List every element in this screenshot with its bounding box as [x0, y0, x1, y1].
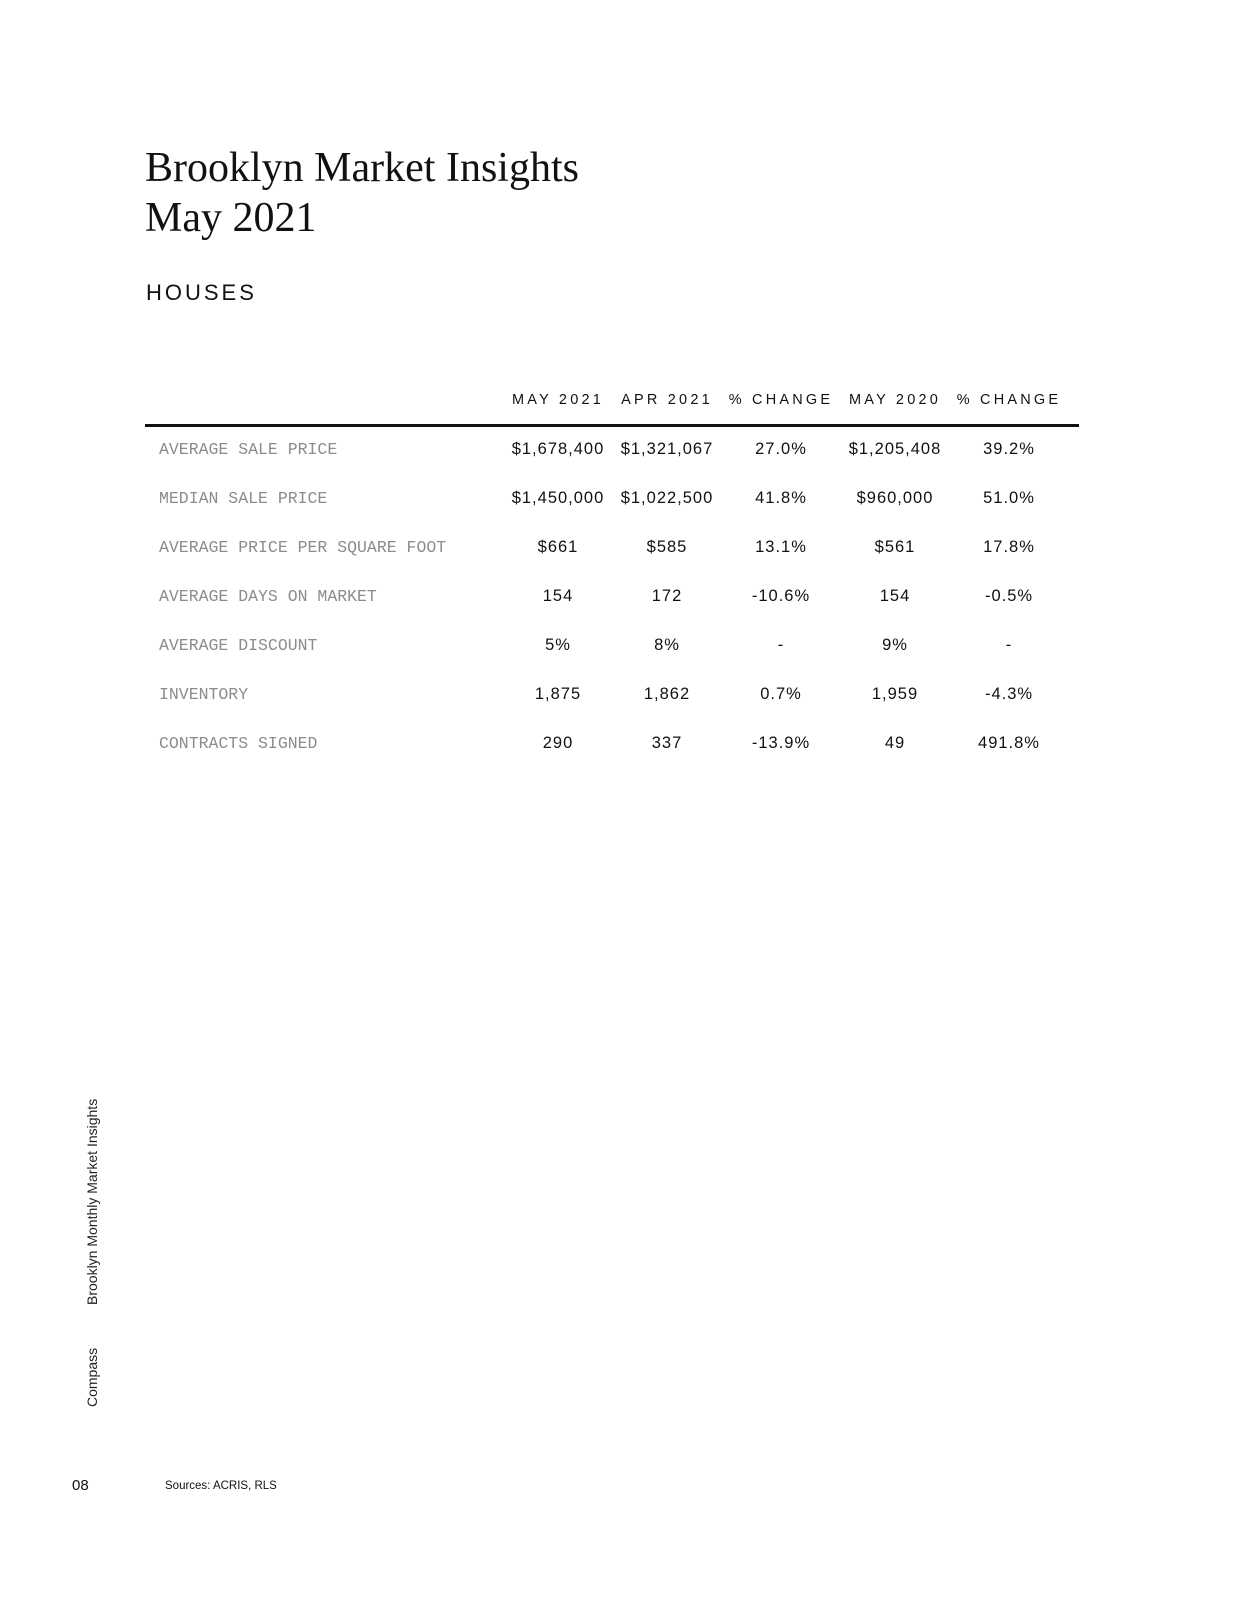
table-cell: 172 [651, 587, 683, 605]
table-cell: 13.1% [755, 538, 807, 556]
table-cell: $1,321,067 [620, 440, 714, 458]
sidebar-brand: Compass [84, 1347, 100, 1407]
table-cell: $1,022,500 [620, 489, 714, 507]
table-row [0, 440, 1236, 464]
row-label: AVERAGE DAYS ON MARKET [159, 587, 377, 606]
sidebar-report-name: Brooklyn Monthly Market Insights [84, 1098, 100, 1305]
table-cell: 337 [651, 734, 683, 752]
table-cell: 1,862 [643, 685, 691, 703]
column-header-may-2021: MAY 2021 [512, 392, 604, 408]
table-cell: 154 [542, 587, 574, 605]
table-cell: $661 [537, 538, 579, 556]
table-row [0, 587, 1236, 611]
column-header-change-monthly: % CHANGE [728, 392, 834, 408]
column-header-apr-2021: APR 2021 [621, 392, 713, 408]
table-cell: 290 [542, 734, 574, 752]
table-cell: $585 [646, 538, 688, 556]
table-cell: 9% [882, 636, 908, 654]
table-cell: 1,875 [534, 685, 582, 703]
title-line-2: May 2021 [145, 195, 317, 241]
table-cell: 8% [654, 636, 680, 654]
table-cell: 49 [884, 734, 906, 752]
table-cell: $561 [874, 538, 916, 556]
table-cell: 41.8% [755, 489, 807, 507]
table-cell: -13.9% [751, 734, 811, 752]
row-label: AVERAGE SALE PRICE [159, 440, 338, 459]
table-cell: 27.0% [755, 440, 807, 458]
table-row [0, 636, 1236, 660]
table-cell: $1,450,000 [511, 489, 605, 507]
sources-note: Sources: ACRIS, RLS [165, 1480, 277, 1492]
row-label: AVERAGE PRICE PER SQUARE FOOT [159, 538, 447, 557]
table-header-divider [145, 424, 1079, 427]
table-cell: -0.5% [984, 587, 1034, 605]
row-label: MEDIAN SALE PRICE [159, 489, 328, 508]
table-cell: - [1005, 636, 1013, 654]
table-row [0, 489, 1236, 513]
title-line-1: Brooklyn Market Insights [145, 145, 579, 191]
table-cell: $960,000 [856, 489, 934, 507]
table-cell: 491.8% [978, 734, 1040, 752]
row-label: INVENTORY [159, 685, 249, 704]
page-title [145, 143, 579, 243]
row-label: AVERAGE DISCOUNT [159, 636, 318, 655]
table-cell: 17.8% [983, 538, 1035, 556]
table-cell: 5% [545, 636, 571, 654]
table-row [0, 734, 1236, 758]
table-cell: 39.2% [983, 440, 1035, 458]
table-cell: 51.0% [983, 489, 1035, 507]
table-cell: 1,959 [871, 685, 919, 703]
table-row [0, 538, 1236, 562]
table-cell: $1,205,408 [848, 440, 942, 458]
row-label: CONTRACTS SIGNED [159, 734, 318, 753]
table-cell: $1,678,400 [511, 440, 605, 458]
column-header-may-2020: MAY 2020 [849, 392, 941, 408]
table-cell: 0.7% [760, 685, 802, 703]
table-cell: 154 [879, 587, 911, 605]
page-number: 08 [72, 1477, 89, 1494]
table-cell: -4.3% [984, 685, 1034, 703]
table-row [0, 685, 1236, 709]
table-cell: -10.6% [751, 587, 811, 605]
table-cell: - [777, 636, 785, 654]
section-heading: HOUSES [146, 280, 257, 305]
column-header-change-yearly: % CHANGE [956, 392, 1062, 408]
